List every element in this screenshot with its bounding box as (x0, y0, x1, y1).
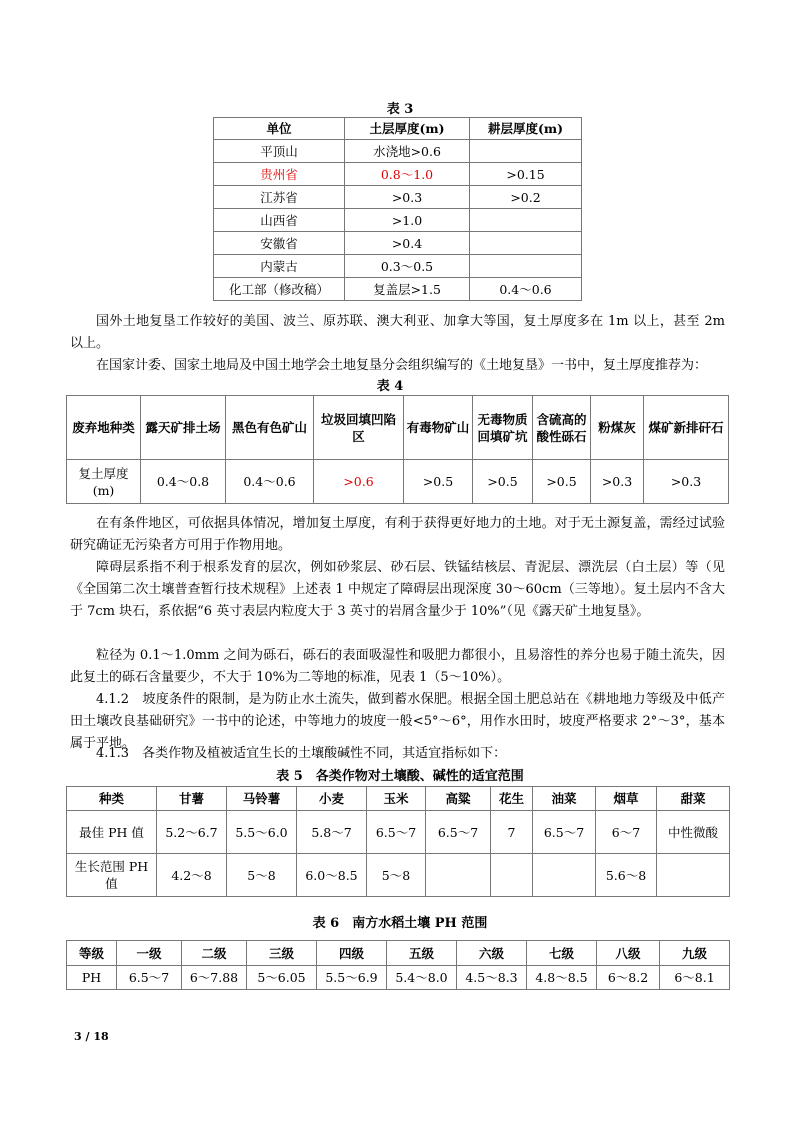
table5-caption: 表 5 各类作物对土壤酸、碱性的适宜范围 (276, 769, 524, 784)
table3-cell: 内蒙古 (214, 255, 345, 278)
table6-header: 七级 (527, 941, 597, 966)
table5-header: 小麦 (297, 787, 367, 811)
table5-cell: 6～7 (596, 811, 657, 854)
table4-header: 有毒物矿山 (404, 396, 473, 460)
table4-caption: 表 4 (376, 379, 404, 394)
table6-header: 二级 (182, 941, 247, 966)
table6-cell: 4.8～8.5 (527, 966, 597, 990)
table6-cell: 6～8.1 (660, 966, 730, 990)
table5-cell (657, 854, 730, 897)
table6-header: 一级 (117, 941, 182, 966)
table-4 (66, 395, 729, 504)
table-3 (213, 117, 582, 301)
table-row (214, 186, 582, 209)
table-row (67, 811, 730, 854)
table4-cell: 0.4～0.8 (141, 460, 226, 504)
table5-cell: 6.5～7 (426, 811, 491, 854)
table3-cell: 复盖层>1.5 (345, 278, 470, 301)
table3-cell: 0.4～0.6 (470, 278, 582, 301)
table4-cell: >0.3 (591, 460, 644, 504)
table4-cell: >0.5 (533, 460, 591, 504)
table3-header: 土层厚度(m) (345, 118, 470, 140)
table5-header: 甜菜 (657, 787, 730, 811)
paragraph-recommendation: 在国家计委、国家土地局及中国土地学会土地复垦分会组织编写的《土地复垦》一书中，复土厚度推荐为： (96, 358, 708, 373)
table6-header: 八级 (597, 941, 660, 966)
table5-cell: 6.5～7 (367, 811, 426, 854)
table6-caption: 表 6 南方水稻土壤 PH 范围 (312, 916, 488, 931)
table-row (214, 278, 582, 301)
table5-cell (533, 854, 596, 897)
table5-cell: 5～8 (367, 854, 426, 897)
table5-cell: 4.2～8 (157, 854, 227, 897)
table3-cell: >1.0 (345, 209, 470, 232)
table4-header: 垃圾回填凹陷区 (314, 396, 404, 460)
table3-cell: 山西省 (214, 209, 345, 232)
table-row-highlight (214, 163, 582, 186)
table4-cell: >0.3 (644, 460, 729, 504)
table3-header: 耕层厚度(m) (470, 118, 582, 140)
table-row (214, 140, 582, 163)
table6-cell: 6～8.2 (597, 966, 660, 990)
table5-row-label: 生长范围 PH 值 (67, 854, 157, 897)
table5-header: 玉米 (367, 787, 426, 811)
table-row (67, 460, 729, 504)
table4-header: 黑色有色矿山 (226, 396, 314, 460)
paragraph-ph: 4.1.3 各类作物及植被适宜生长的土壤酸碱性不同，其适宜指标如下： (96, 746, 507, 761)
table4-header: 露天矿排土场 (141, 396, 226, 460)
table4-header: 粉煤灰 (591, 396, 644, 460)
table6-header: 四级 (317, 941, 387, 966)
table6-header: 三级 (247, 941, 317, 966)
table3-cell: 水浇地>0.6 (345, 140, 470, 163)
table5-cell: 5.5～6.0 (227, 811, 297, 854)
table5-header: 种类 (67, 787, 157, 811)
table3-cell (470, 209, 582, 232)
table6-cell: 6～7.88 (182, 966, 247, 990)
table5-header: 马铃薯 (227, 787, 297, 811)
table4-header: 废弃地种类 (67, 396, 141, 460)
table4-header: 含硫高的酸性砾石 (533, 396, 591, 460)
table5-cell: 5～8 (227, 854, 297, 897)
table4-cell-highlight: >0.6 (314, 460, 404, 504)
table6-cell: 5～6.05 (247, 966, 317, 990)
table5-cell: 5.2～6.7 (157, 811, 227, 854)
table3-cell: 化工部（修改稿） (214, 278, 345, 301)
page-number: 3 / 18 (74, 1030, 109, 1043)
table6-header: 等级 (67, 941, 117, 966)
table4-header: 煤矿新排矸石 (644, 396, 729, 460)
table4-cell: 0.4～0.6 (226, 460, 314, 504)
table5-header: 甘薯 (157, 787, 227, 811)
table6-header: 六级 (457, 941, 527, 966)
table6-row-label: PH (67, 966, 117, 990)
table-row (67, 854, 730, 897)
table3-cell: 0.3～0.5 (345, 255, 470, 278)
table5-cell: 5.8～7 (297, 811, 367, 854)
table5-cell: 6.0～8.5 (297, 854, 367, 897)
table4-row-label: 复土厚度(m) (67, 460, 141, 504)
table3-cell: >0.2 (470, 186, 582, 209)
table6-cell: 5.4～8.0 (387, 966, 457, 990)
table6-cell: 4.5～8.3 (457, 966, 527, 990)
table6-cell: 5.5～6.9 (317, 966, 387, 990)
table3-caption: 表 3 (386, 102, 414, 117)
table-row (214, 255, 582, 278)
paragraph-foreign-reclamation: 国外土地复垦工作较好的美国、波兰、原苏联、澳大利亚、加拿大等国，复土厚度多在 1m 以上，甚至 2m 以上。 (70, 314, 725, 351)
table3-cell: 江苏省 (214, 186, 345, 209)
table-6 (66, 940, 730, 990)
table3-cell (470, 255, 582, 278)
table4-header: 无毒物质回填矿坑 (473, 396, 533, 460)
paragraph-conditions: 在有条件地区，可依据具体情况，增加复土厚度，有利于获得更好地力的土地。对于无土源复盖，需经过试验研究确证无污染者方可用于作物用地。 (70, 516, 725, 553)
table3-cell: 安徽省 (214, 232, 345, 255)
table3-cell: 0.8～1.0 (345, 163, 470, 186)
table5-cell: 7 (491, 811, 533, 854)
table5-cell (426, 854, 491, 897)
table3-header: 单位 (214, 118, 345, 140)
table-5 (66, 786, 730, 897)
table5-header: 烟草 (596, 787, 657, 811)
table5-cell: 5.6～8 (596, 854, 657, 897)
paragraph-slope: 4.1.2 坡度条件的限制，是为防止水土流失，做到蓄水保肥。根据全国土肥总站在《耕地地力等级及中低产田土壤改良基础研究》一书中的论述，中等地力的坡度一般<5°～6°，用作水田时，坡度严格要求 2°～3°，基本属于平地。 (70, 692, 725, 751)
table5-row-label: 最佳 PH 值 (67, 811, 157, 854)
table3-cell (470, 140, 582, 163)
table3-cell: >0.4 (345, 232, 470, 255)
table5-header: 油菜 (533, 787, 596, 811)
table5-cell: 中性微酸 (657, 811, 730, 854)
table4-cell: >0.5 (404, 460, 473, 504)
table3-cell (470, 232, 582, 255)
paragraph-gravel: 粒径为 0.1～1.0mm 之间为砾石，砾石的表面吸湿性和吸肥力都很小，且易溶性的养分也易于随土流失，因此复土的砾石含量要少，不大于 10%为二等地的标准，见表 1（5～10%）。 (70, 648, 725, 685)
table5-cell: 6.5～7 (533, 811, 596, 854)
table3-cell: 贵州省 (214, 163, 345, 186)
table-row (214, 232, 582, 255)
table5-header: 花生 (491, 787, 533, 811)
table-row (67, 966, 730, 990)
table6-header: 五级 (387, 941, 457, 966)
paragraph-obstacle-layer: 障碍层系指不利于根系发育的层次，例如砂浆层、砂石层、铁锰结核层、青泥层、漂洗层（白土层）等（见《全国第二次土壤普查暂行技术规程》上述表 1 中规定了障碍层出现深度 30～60cm（三等地）。复土层内不含大于 7cm 块石，系依据“6 英寸表层内粒度大于 3 英寸的岩屑含量少于 10%”（见《露天矿土地复垦》。 (70, 560, 725, 619)
table3-cell: 平顶山 (214, 140, 345, 163)
table3-cell: >0.15 (470, 163, 582, 186)
table4-cell: >0.5 (473, 460, 533, 504)
table5-header: 高粱 (426, 787, 491, 811)
table6-cell: 6.5～7 (117, 966, 182, 990)
table-row (214, 209, 582, 232)
table6-header: 九级 (660, 941, 730, 966)
table3-cell: >0.3 (345, 186, 470, 209)
table5-cell (491, 854, 533, 897)
